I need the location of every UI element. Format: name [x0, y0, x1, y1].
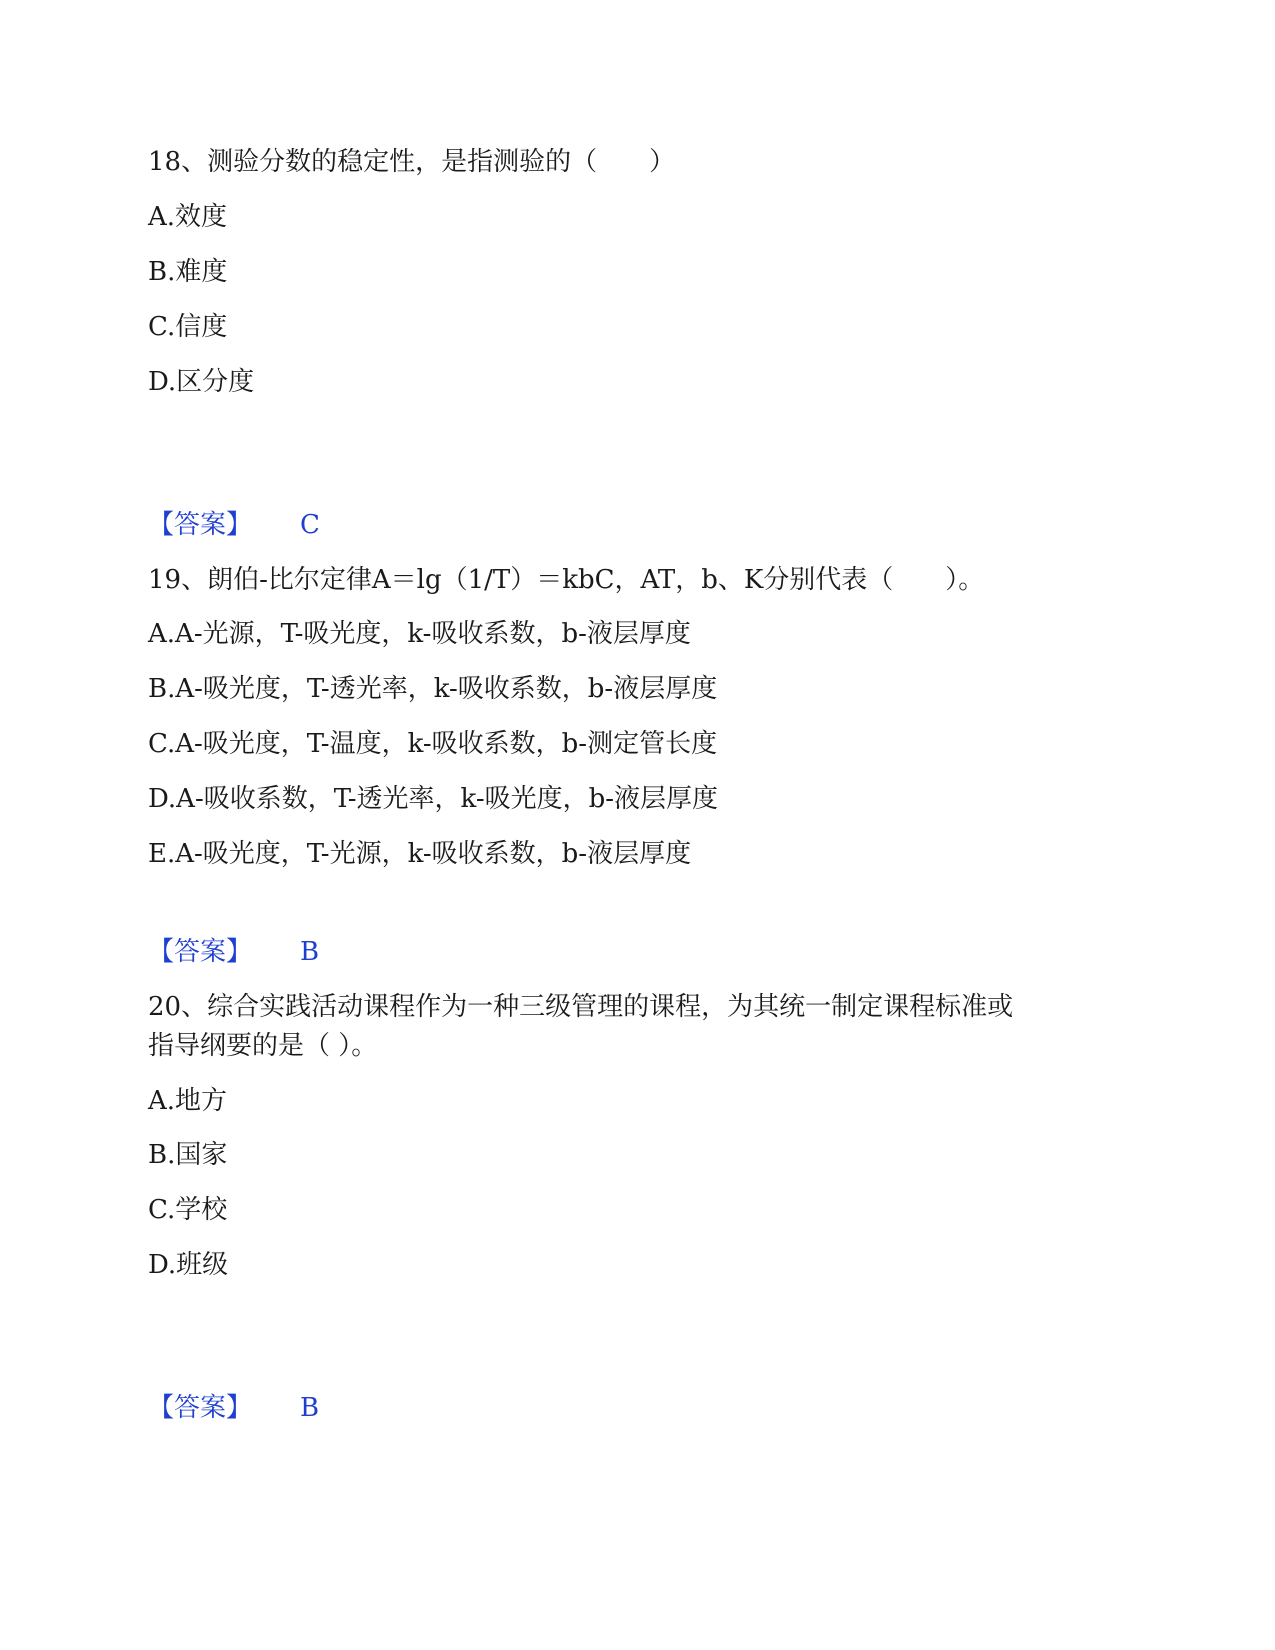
answer-value: B [300, 1393, 320, 1423]
question-18-option-b: B.难度 [148, 257, 228, 287]
answer-label: 【答案】 [148, 937, 253, 967]
question-19-option-a: A.A-光源，T-吸光度，k-吸收系数，b-液层厚度 [148, 619, 691, 649]
question-18-option-a: A.效度 [148, 202, 228, 232]
question-19-option-d: D.A-吸收系数，T-透光率，k-吸光度，b-液层厚度 [148, 784, 719, 814]
question-20-option-d: D.班级 [148, 1250, 229, 1280]
question-20-answer [148, 1391, 319, 1425]
answer-label: 【答案】 [148, 1393, 253, 1423]
answer-label: 【答案】 [148, 510, 253, 540]
question-19-option-e: E.A-吸光度，T-光源，k-吸收系数，b-液层厚度 [148, 839, 692, 869]
question-18-option-d: D.区分度 [148, 367, 255, 397]
question-18-answer [148, 508, 320, 542]
question-19-answer [148, 935, 319, 969]
question-19-stem: 19、朗伯-比尔定律A＝lg（1/T）＝kbC，AT，b、K分别代表（ ）。 [148, 565, 985, 595]
question-18-option-c: C.信度 [148, 312, 228, 342]
question-20-option-a: A.地方 [148, 1086, 228, 1116]
question-19-option-b: B.A-吸光度，T-透光率，k-吸收系数，b-液层厚度 [148, 674, 718, 704]
question-20-stem-line-1: 20、综合实践活动课程作为一种三级管理的课程，为其统一制定课程标准或 [148, 992, 1014, 1022]
question-20-stem-line-2: 指导纲要的是（ ）。 [148, 1031, 378, 1061]
answer-value: B [300, 937, 320, 967]
question-20-option-b: B.国家 [148, 1140, 228, 1170]
question-20-option-c: C.学校 [148, 1195, 228, 1225]
question-18-stem: 18、测验分数的稳定性，是指测验的（ ） [148, 147, 676, 177]
answer-value: C [300, 510, 320, 540]
question-19-option-c: C.A-吸光度，T-温度，k-吸收系数，b-测定管长度 [148, 729, 718, 759]
